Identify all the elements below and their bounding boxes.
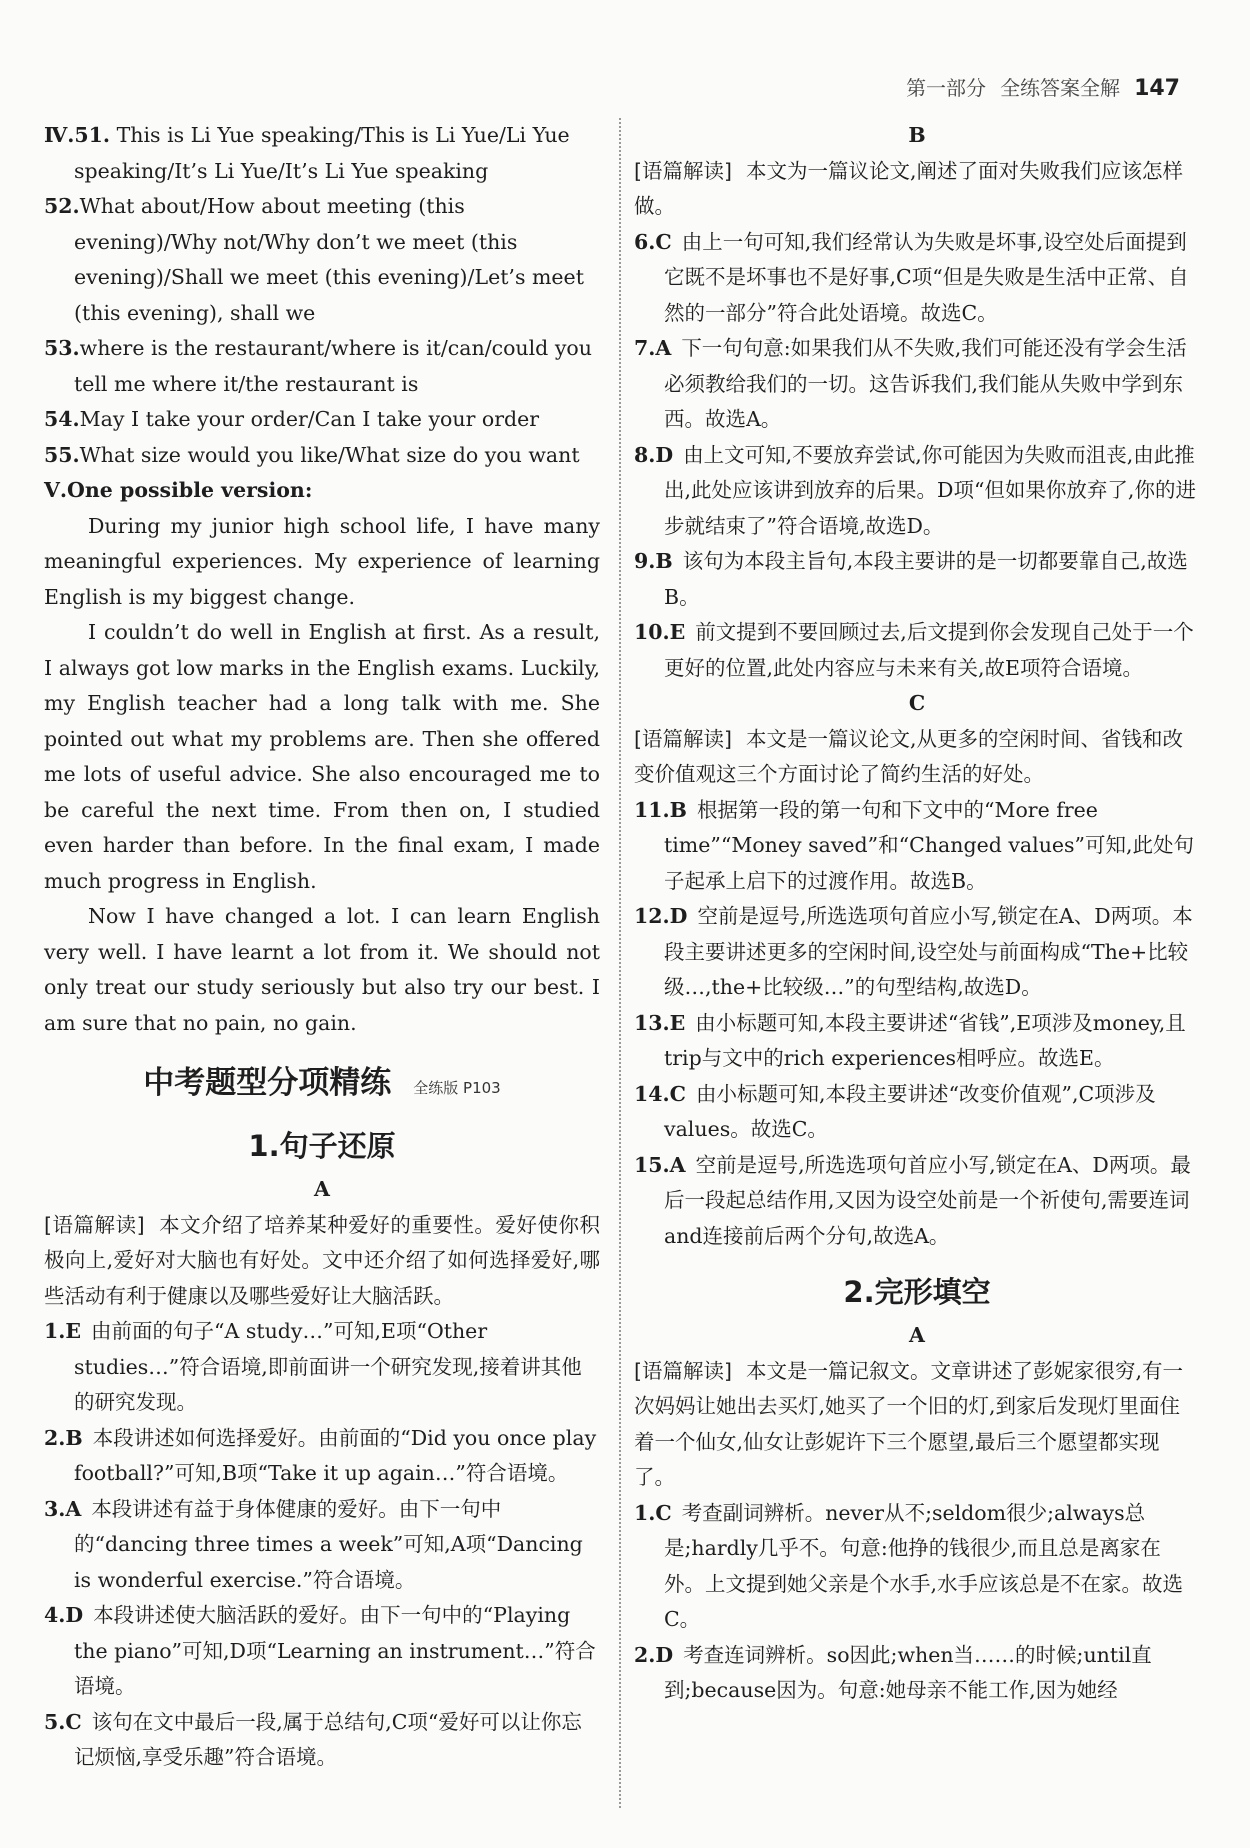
- right-column: [634, 118, 1200, 1709]
- answer-b9: 9.B 该句为本段主旨句,本段主要讲的是一切都要靠自己,故选B。: [634, 549, 1188, 609]
- answer-c11: 11.B 根据第一段的第一句和下文中的“More free time”“Money saved”和“Changed values”可知,此处句子起承上启下的过渡作用。故选B。: [634, 797, 1195, 893]
- essay-paragraph-1: During my junior high school life, I have many meaningful experiences. My experience of learning English is my biggest change.: [44, 513, 600, 609]
- left-column: [44, 118, 600, 1776]
- answer-55: 55.What size would you like/What size do you want: [44, 442, 580, 467]
- page-header: [906, 72, 1180, 101]
- header-title: 全练答案全解: [1000, 76, 1121, 100]
- passage-a-summary: [语篇解读] 本文介绍了培养某种爱好的重要性。爱好使你积极向上,爱好对大脑也有好处。文中还介绍了如何选择爱好,哪些活动有利于健康以及哪些爱好让大脑活跃。: [44, 1212, 600, 1308]
- passage-letter-a2: A: [909, 1323, 925, 1347]
- answer-53: 53.where is the restaurant/where is it/can/could you tell me where it/the restaurant is: [44, 336, 592, 396]
- answer-a4: 4.D 本段讲述使大脑活跃的爱好。由下一句中的“Playing the piano”可知,D项“Learning an instrument…”符合语境。: [44, 1603, 596, 1698]
- header-section: 第一部分: [906, 76, 987, 100]
- answer-54: 54.May I take your order/Can I take your order: [44, 407, 540, 431]
- passage-letter-c: C: [908, 691, 926, 715]
- answer-c12: 12.D 空前是逗号,所选选项句首应小写,锁定在A、D两项。本段主要讲述更多的空闲时间,设空处与前面构成“The+比较级…,the+比较级…”的句型结构,故选D。: [634, 904, 1193, 999]
- answer-52: 52.What about/How about meeting (this evening)/Why not/Why don’t we meet (this evening)/Shall we meet (this evening)/Let’s meet (this evening), shall we: [44, 194, 584, 325]
- section-ref: 全练版 P103: [413, 1079, 501, 1097]
- answer-a5: 5.C 该句在文中最后一段,属于总结句,C项“爱好可以让你忘记烦恼,享受乐趣”符合语境。: [44, 1709, 582, 1769]
- answer-c14: 14.C 由小标题可知,本段主要讲述“改变价值观”,C项涉及values。故选C。: [634, 1081, 1156, 1141]
- passage-c-summary: [语篇解读] 本文是一篇议论文,从更多的空闲时间、省钱和改变价值观这三个方面讨论了简约生活的好处。: [634, 726, 1184, 786]
- subsection-title-2: 2.完形填空: [843, 1275, 991, 1309]
- essay-paragraph-2: I couldn’t do well in English at first. As a result, I always got low marks in the English exams. Luckily, my English teacher had a long talk with me. She pointed out what my problems are. Then she offered me lots of useful advice. She also encouraged me to be careful the next time. From then on, I studied even harder than before. In the final exam, I made much progress in English.: [44, 620, 600, 893]
- answer-b8: 8.D 由上文可知,不要放弃尝试,你可能因为失败而沮丧,由此推出,此处应该讲到放弃的后果。D项“但如果你放弃了,你的进步就结束了”符合语境,故选D。: [634, 442, 1196, 538]
- passage-letter-a: A: [314, 1177, 330, 1201]
- section-title: 中考题型分项精练 全练版 P103: [143, 1065, 501, 1101]
- answer-b7: 7.A 下一句句意:如果我们从不失败,我们可能还没有学会生活必须教给我们的一切。这告诉我们,我们能从失败中学到东西。故选A。: [634, 336, 1187, 431]
- answer-b6: 6.C 由上一句可知,我们经常认为失败是坏事,设空处后面提到它既不是坏事也不是好事,C项“但是失败是生活中正常、自然的一部分”符合此处语境。故选C。: [634, 229, 1189, 325]
- answer-a1: 1.E 由前面的句子“A study…”可知,E项“Other studies…”符合语境,即前面讲一个研究发现,接着讲其他的研究发现。: [44, 1319, 582, 1414]
- passage-b-summary: [语篇解读] 本文为一篇议论文,阐述了面对失败我们应该怎样做。: [634, 158, 1184, 218]
- page-number: 147: [1134, 76, 1180, 101]
- version-heading: Ⅴ.One possible version:: [44, 478, 313, 502]
- passage-a2-summary: [语篇解读] 本文是一篇记叙文。文章讲述了彭妮家很穷,有一次妈妈让她出去买灯,她买了一个旧的灯,到家后发现灯里面住着一个仙女,仙女让彭妮许下三个愿望,最后三个愿望都实现了。: [634, 1358, 1184, 1489]
- answer-d1: 1.C 考查副词辨析。never从不;seldom很少;always总是;hardly几乎不。句意:他挣的钱很少,而且总是离家在外。上文提到她父亲是个水手,水手应该总是不在家。故选C。: [634, 1500, 1184, 1631]
- passage-letter-b: B: [908, 123, 926, 147]
- answer-c15: 15.A 空前是逗号,所选选项句首应小写,锁定在A、D两项。最后一段起总结作用,又因为设空处前是一个祈使句,需要连词and连接前后两个分句,故选A。: [634, 1152, 1191, 1248]
- answer-a3: 3.A 本段讲述有益于身体健康的爱好。由下一句中的“dancing three times a week”可知,A项“Dancing is wonderful exercise.”符合语境。: [44, 1496, 583, 1592]
- answer-c13: 13.E 由小标题可知,本段主要讲述“省钱”,E项涉及money,且trip与文中的rich experiences相呼应。故选E。: [634, 1010, 1186, 1070]
- answer-d2: 2.D 考查连词辨析。so因此;when当……的时候;until直到;because因为。句意:她母亲不能工作,因为她经: [634, 1642, 1152, 1702]
- subsection-title-1: 1.句子还原: [248, 1129, 396, 1163]
- answer-a2: 2.B 本段讲述如何选择爱好。由前面的“Did you once play football?”可知,B项“Take it up again…”符合语境。: [44, 1425, 597, 1485]
- column-divider: [619, 118, 621, 1808]
- answer-51: Ⅳ.51. This is Li Yue speaking/This is Li Yue/Li Yue speaking/It’s Li Yue/It’s Li Yue speaking: [44, 123, 570, 183]
- essay-paragraph-3: Now I have changed a lot. I can learn English very well. I have learnt a lot from it. We should not only treat our study seriously but also try our best. I am sure that no pain, no gain.: [44, 904, 600, 1035]
- answer-b10: 10.E 前文提到不要回顾过去,后文提到你会发现自己处于一个更好的位置,此处内容应与未来有关,故E项符合语境。: [634, 620, 1194, 680]
